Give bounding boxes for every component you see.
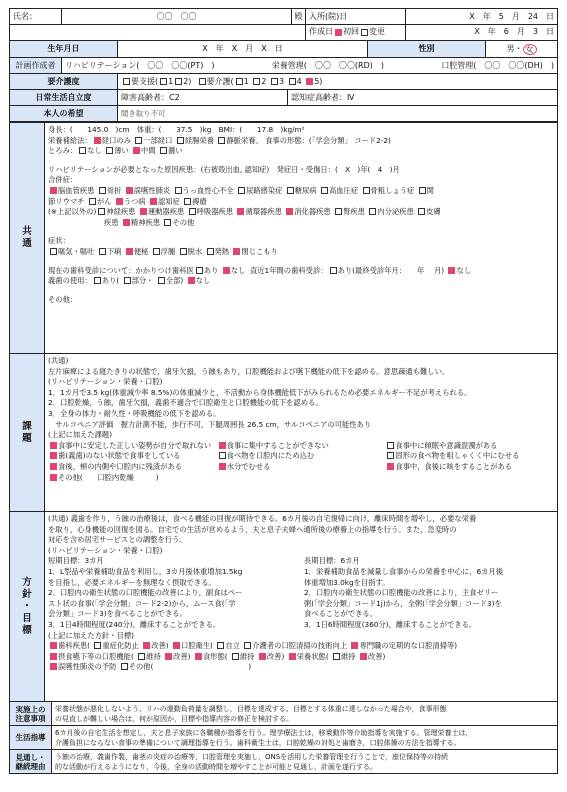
checkbox-label: 固形の食べ物を咀しゃくく中にむせる xyxy=(395,451,520,461)
other-disease-row-2 xyxy=(48,218,554,229)
checkbox[interactable] xyxy=(237,208,244,215)
patient-name: 〇〇 〇〇 xyxy=(62,9,292,24)
checkbox[interactable] xyxy=(335,208,342,215)
support-checkbox[interactable] xyxy=(123,78,130,85)
care-2-checkbox[interactable] xyxy=(253,78,260,85)
policy-extra-row-1 xyxy=(48,641,554,652)
grid-item xyxy=(217,441,386,452)
note-line: 栄養状態が悪化しないよう，リハの運動負荷量を調整し，目標を達成する。目標とする体重に達しなかった場合や，食事形態 xyxy=(55,705,447,713)
policy-extra-row-3 xyxy=(48,662,554,673)
checkbox[interactable] xyxy=(165,653,172,660)
checkbox-label: 維持 xyxy=(239,651,255,661)
checkbox-label: その他 xyxy=(172,217,195,227)
checkbox[interactable] xyxy=(219,463,226,470)
checkbox[interactable] xyxy=(259,653,266,660)
checkbox-label: 便秘 xyxy=(133,246,149,256)
care-level-row xyxy=(9,74,558,90)
checkbox-label: 専門職の定期的な口腔清掃等) xyxy=(359,641,458,651)
note-line: の見直しが難しい場合は，何が原因か，目標や指導内容の修正を検討する。 xyxy=(55,715,293,723)
short-term-label: 短期目標：3カ月 xyxy=(48,556,104,566)
short-term-goal xyxy=(48,556,298,630)
checkbox-label: 食形態( xyxy=(202,651,228,661)
checkbox[interactable] xyxy=(50,463,57,470)
note-line: 介護負担にならない食事の準備について調理指導を行う。歯科衛生士は，口腔乾燥の対処と歯磨き，口腔体操の方法を指導する。 xyxy=(55,739,461,747)
checkbox-label: 節リウマチ xyxy=(48,196,85,206)
text-line: 食べることができる。 xyxy=(304,609,377,619)
notes-block xyxy=(9,702,558,774)
text-line: 粥(「学会分類」コード1j)から，全粥(「学会分類」コード3)を xyxy=(304,598,502,608)
grid-item xyxy=(217,451,386,462)
checkbox-label: 改善) xyxy=(151,641,169,651)
text-line: 1．栄養補助食品を減量し食事からの栄養を中心に，6カ月後 xyxy=(304,566,504,576)
grid-item xyxy=(385,451,554,462)
checkbox-label: 維持 xyxy=(146,651,161,661)
created-date: X 年 6 月 3 日 xyxy=(474,27,554,36)
comorbid-row-1 xyxy=(48,186,554,197)
birth-row xyxy=(9,41,558,58)
checkbox-label: 骨折 xyxy=(106,185,122,195)
checkbox-label: 改善) xyxy=(367,651,386,661)
checkbox[interactable] xyxy=(126,248,133,255)
support-2-checkbox[interactable] xyxy=(175,78,182,85)
checkbox-label: 発熱 xyxy=(214,246,230,256)
long-term-lines xyxy=(304,567,554,631)
checkbox[interactable] xyxy=(351,642,358,649)
checkbox[interactable] xyxy=(89,198,96,205)
text-line: 2．口腔乾燥，う蝕，歯牙欠損，義歯不適合で口腔衛生と口腔機能の低下を認める。 xyxy=(48,398,323,408)
checkbox-label: うつ病 xyxy=(123,196,146,206)
nutrition-method: 栄養補給法： 経口のみ 一部経口 経腸栄養 静脈栄養、 食事の形態：(「学会分類」 コード2-2) xyxy=(48,135,391,145)
checkbox-label: 歯(義歯)のない状態で食事をしている xyxy=(58,451,181,461)
birth-label: 生年月日 xyxy=(10,41,118,57)
note-body xyxy=(52,750,557,773)
first-checkbox[interactable] xyxy=(335,29,342,36)
checkbox-label: 食べ物を口腔内にため込む xyxy=(226,451,315,461)
checkbox-label: 改善) xyxy=(173,651,191,661)
note-row xyxy=(9,750,558,774)
planner-label: 計画作成者 xyxy=(10,58,62,73)
checkbox[interactable] xyxy=(140,208,147,215)
plan-form xyxy=(9,8,558,786)
checkbox-label: 消化器疾患 xyxy=(294,207,331,217)
care-3-checkbox[interactable] xyxy=(271,78,278,85)
checkbox[interactable] xyxy=(419,187,426,194)
checkbox[interactable] xyxy=(387,452,394,459)
birth-date: X 年 X 月 X 日 xyxy=(118,41,368,57)
change-checkbox[interactable] xyxy=(361,29,368,36)
denture-full-checkbox[interactable] xyxy=(158,277,165,284)
text-line: (リハビリテーション・栄養・口腔) xyxy=(48,545,163,555)
checkbox[interactable] xyxy=(164,219,171,226)
name-row xyxy=(9,8,558,25)
checkbox[interactable] xyxy=(50,642,57,649)
denture-yes-checkbox[interactable] xyxy=(94,277,101,284)
admission-label: 入所(院)日 xyxy=(306,9,406,24)
checkbox-label: 疾患 xyxy=(104,217,119,227)
partial-oral-checkbox[interactable] xyxy=(135,137,142,144)
enteral-checkbox[interactable] xyxy=(177,137,184,144)
checkbox[interactable] xyxy=(232,653,239,660)
thickness-row: とろみ： なし 薄い 中間 濃い xyxy=(48,146,183,156)
issues-extra-row-3 xyxy=(48,462,554,473)
checkbox[interactable] xyxy=(360,653,367,660)
text-line: 対応を含め居宅サービスとの調整を行う。 xyxy=(48,535,187,545)
text-line: 3．1日6時間程度(360分)，離床することができる。 xyxy=(304,619,477,629)
denture-row: 義歯の使用： あり( 部分・ 全部) なし xyxy=(48,276,211,286)
note-label: 生活指導 xyxy=(10,726,52,749)
dentist-yes-checkbox[interactable] xyxy=(196,267,203,274)
note-label: 見通し・ 継続理由 xyxy=(10,750,52,773)
long-term-label: 長期目標：6カ月 xyxy=(304,556,360,566)
care-1-checkbox[interactable] xyxy=(236,78,243,85)
text-line: 1．L型品や栄養補助食品を利用し，3カ月後体重増加1.5kg xyxy=(48,566,243,576)
checkbox-label: 神経疾患 xyxy=(106,207,136,217)
checkbox-label: 自立 xyxy=(225,641,240,651)
grid-item xyxy=(385,441,554,452)
checkbox[interactable] xyxy=(195,653,202,660)
text-line: 左片麻痺による寝たきりの状態で，歯牙欠損，う蝕もあり，口腔機能および嚥下機能の低下を認める。意思疎通も難しい。 xyxy=(48,366,450,376)
checkbox[interactable] xyxy=(50,452,57,459)
checkbox-label: その他( 口腔内乾燥 ) xyxy=(58,472,159,482)
checkbox-label: その他( ) xyxy=(128,662,252,672)
grid-item xyxy=(48,462,217,473)
created-label: 作成日 xyxy=(309,27,333,36)
wish-value: 聞き取り不可 xyxy=(121,108,166,118)
issues-extra-label: (上記に加えた課題) xyxy=(48,430,113,440)
checkbox[interactable] xyxy=(99,248,106,255)
thickness-thick-checkbox[interactable] xyxy=(160,147,167,154)
checkbox[interactable] xyxy=(286,208,293,215)
grid-item xyxy=(48,451,217,462)
checkbox-label: 浮腫 xyxy=(160,246,176,256)
issues-section xyxy=(9,354,558,512)
care-level-values: 要支援( 1 2) 要介護( 1 2 3 4 5) xyxy=(118,74,557,89)
cause-disease: リハビリテーションが必要となった原因疾患：(右被殻出血, 認知症) 発症日・受傷日：( X )年( 4 )月 xyxy=(48,164,400,174)
created-row xyxy=(9,24,558,41)
checkbox-label: 精神疾患 xyxy=(130,217,161,227)
wish-row xyxy=(9,106,558,122)
independence-row xyxy=(9,90,558,106)
checkbox[interactable] xyxy=(321,187,328,194)
checkbox-label: 誤嚥性肺炎 xyxy=(133,185,171,195)
checkbox[interactable] xyxy=(150,198,157,205)
recent-yes-checkbox[interactable] xyxy=(330,267,337,274)
checkbox[interactable] xyxy=(238,187,245,194)
common-body xyxy=(45,123,557,353)
text-line: を目指し，必要エネルギーを無理なく摂取できる。 xyxy=(48,577,216,587)
care-4-checkbox[interactable] xyxy=(289,78,296,85)
recent-no-checkbox[interactable] xyxy=(448,267,455,274)
body-measure: 身長：( 145.0 )cm 体重：( 37.5 )kg BMI：( 17.8 )kg/m² xyxy=(48,125,305,134)
female-circle: 女 xyxy=(523,44,537,55)
thickness-mid-checkbox[interactable] xyxy=(133,147,140,154)
checkbox-label: 糖尿病 xyxy=(294,185,317,195)
checkbox[interactable] xyxy=(387,463,394,470)
text-line: 2．口腔内の衛生状態の口腔機能の改善により，主食ゼリー xyxy=(304,588,499,598)
support-1-checkbox[interactable] xyxy=(160,78,167,85)
long-term-goal xyxy=(298,556,554,630)
checkbox-label: うっ血性心不全 xyxy=(182,185,234,195)
note-body xyxy=(52,702,557,725)
checkbox[interactable] xyxy=(333,653,340,660)
text-line: (共通) 義歯を作り，う蝕の治療後は，食べる機能の回復が期待できる。6カ月後の自宅復帰に向け，離床時間を増やし，必要な栄養 xyxy=(48,514,477,523)
dementia-level: 認知症高齢者：Ⅳ xyxy=(291,92,355,102)
checkbox-label: 重症化防止 xyxy=(102,641,139,651)
checkbox-label: 下痢 xyxy=(106,246,122,256)
checkbox[interactable] xyxy=(98,208,105,215)
checkbox-label: 閉じこもり xyxy=(241,246,278,256)
issues-body xyxy=(45,354,557,511)
checkbox-label: 内分泌疾患 xyxy=(377,207,414,217)
checkbox[interactable] xyxy=(175,187,182,194)
checkbox[interactable] xyxy=(189,208,196,215)
checkbox-label: 嘔気・嘔吐 xyxy=(58,246,95,256)
text-line: サルコペニア評価 握力計測不能，歩行不可，下腿周囲長 26.5 cm，サルコペニアの可能性あり xyxy=(48,419,372,429)
common-side-label: 共 通 xyxy=(10,123,45,353)
checkbox-label: 口腔衛生( xyxy=(180,641,214,651)
checkbox-label: 水分でむせる xyxy=(226,461,271,471)
checkbox[interactable] xyxy=(369,208,376,215)
checkbox-label: 高血圧症 xyxy=(328,185,359,195)
gender-label: 性別 xyxy=(368,41,486,57)
text-line: 1．1カ月で3.5 kg(体重減少率 8.5%)の体重減少と，不活動から身体機能低下がみられるため必要エネルギー不足が考えられる。 xyxy=(48,387,472,397)
care-level-label: 要介護度 xyxy=(10,74,118,89)
issues-side-label: 課 題 xyxy=(10,354,45,511)
oral-only-checkbox[interactable] xyxy=(94,137,101,144)
checkbox-label: がん xyxy=(96,196,112,206)
checkbox[interactable] xyxy=(138,653,145,660)
checkbox-label: 骨粗しょう症 xyxy=(370,185,415,195)
checkbox[interactable] xyxy=(363,187,370,194)
checkbox-label: 脱水 xyxy=(187,246,203,256)
checkbox[interactable] xyxy=(219,442,226,449)
note-row xyxy=(9,702,558,726)
checkbox-label: 誤嚥性肺炎の予防 xyxy=(58,662,117,672)
dental-row: 現在の歯科受診について：かかりつけ歯科医 あり なし 直近1年間の歯科受診： あり(最終受診年月： 年 月) なし xyxy=(48,265,472,275)
comorbid-row-2 xyxy=(48,197,554,208)
checkbox[interactable] xyxy=(99,187,106,194)
care-5-checkbox[interactable] xyxy=(306,78,313,85)
checkbox-label: 呼吸器疾患 xyxy=(196,207,234,217)
checkbox-label: 食事に集中することができない xyxy=(226,440,329,450)
checkbox[interactable] xyxy=(50,663,57,670)
symptom-row xyxy=(48,247,554,258)
checkbox[interactable] xyxy=(121,663,128,670)
dentist-no-checkbox[interactable] xyxy=(223,267,230,274)
checkbox-label: 歯科疾患( xyxy=(58,641,91,651)
policy-body xyxy=(45,512,557,701)
care-checkbox[interactable] xyxy=(199,78,206,85)
disability-level: 障害高齢者：C2 xyxy=(118,90,288,105)
admission-date: X 年 5 月 24 日 xyxy=(469,11,554,21)
policy-section xyxy=(9,512,558,702)
issues-extra-row-2 xyxy=(48,451,554,462)
checkbox-label: 運動器疾患 xyxy=(147,207,185,217)
thickness-none-checkbox[interactable] xyxy=(79,147,86,154)
checkbox[interactable] xyxy=(287,187,294,194)
policy-lines xyxy=(48,514,554,556)
text-line: 2．口腔内の衛生状態の口腔機能の改善により，副食はペー xyxy=(48,588,243,598)
issues-extra-row-1 xyxy=(48,441,554,452)
checkbox-label: 褥瘡 xyxy=(192,196,207,206)
checkbox-label: 摂食嚥下等の口腔機能( xyxy=(58,651,134,661)
checkbox[interactable] xyxy=(217,642,224,649)
note-label: 実施上の 注意事項 xyxy=(10,702,52,725)
text-line: スト状の食事(「学会分類」コード2-2)から，ムース食(「学 xyxy=(48,598,236,608)
grid-item xyxy=(385,462,554,473)
planner-values: リハビリテーション( 〇〇 〇〇(PT) ) 栄養管理( 〇〇 〇〇(RD) ) 口腔管理( 〇〇 〇〇(DH) ) xyxy=(65,60,554,70)
gender-value: 男 ・ 女 xyxy=(486,41,557,57)
checkbox[interactable] xyxy=(233,248,240,255)
note-row xyxy=(9,726,558,750)
honorific: 殿 xyxy=(292,9,306,24)
planner-row xyxy=(9,58,558,74)
text-line: 体重増加3.0kgを目指す。 xyxy=(304,577,390,587)
created-label-cell: 作成日 初回 変更 xyxy=(306,24,406,40)
note-body xyxy=(52,726,557,749)
checkbox-label: 皮膚 xyxy=(426,207,441,217)
text-line: (共通) xyxy=(48,356,69,365)
checkbox[interactable] xyxy=(289,653,296,660)
checkbox-label: 食事中に安定した正しい姿勢が自分で取れない xyxy=(58,440,212,450)
thickness-thin-checkbox[interactable] xyxy=(106,147,113,154)
checkbox[interactable] xyxy=(387,442,394,449)
text-line: (リハビリテーション・栄養・口腔) xyxy=(48,377,163,387)
checkbox[interactable] xyxy=(50,187,57,194)
checkbox[interactable] xyxy=(123,219,130,226)
checkbox[interactable] xyxy=(143,642,150,649)
wish-label: 本人の希望 xyxy=(10,106,118,121)
checkbox-label: 栄養状態( xyxy=(296,651,329,661)
independence-label: 日常生活自立度 xyxy=(10,90,118,105)
checkbox-label: 認知症 xyxy=(157,196,180,206)
checkbox-label: 食事中に傾眠や意識混濁がある xyxy=(395,440,498,450)
checkbox[interactable] xyxy=(207,248,214,255)
denture-no-checkbox[interactable] xyxy=(188,277,195,284)
short-term-lines xyxy=(48,567,298,631)
checkbox[interactable] xyxy=(173,642,180,649)
checkbox-label: 介護者の口腔清掃の技術向上 xyxy=(252,641,348,651)
text-line: 3．1日4時間程度(240分)，離床することができる。 xyxy=(48,619,221,629)
iv-checkbox[interactable] xyxy=(218,137,225,144)
note-line: う蝕の治療，義歯作製，歯茎の炎症の治療等，口腔管理を実施し，ONSを活用した栄養管理を行うことで，座位保持等の持続 xyxy=(55,753,449,761)
checkbox[interactable] xyxy=(50,474,57,481)
checkbox-label: 改善) xyxy=(266,651,285,661)
other-note: その他： xyxy=(48,294,78,304)
checkbox[interactable] xyxy=(184,198,191,205)
checkbox[interactable] xyxy=(153,248,160,255)
common-section xyxy=(9,122,558,354)
goals xyxy=(48,556,554,630)
other-disease-row-1: (※上記以外の) 神経疾患 運動器疾患 呼吸器疾患 循環器疾患 消化器疾患 腎疾患 内分泌疾患 皮膚 xyxy=(48,207,441,217)
checkbox-label: 維持 xyxy=(341,651,356,661)
issues-extra-row-4 xyxy=(48,473,554,484)
note-line: 的な活動が行えるようになり，今後，全身の活動時間を増やすことが可能と見通し，計画を遂行する。 xyxy=(55,763,377,771)
checkbox[interactable] xyxy=(50,248,57,255)
grid-item xyxy=(48,473,217,484)
spacer xyxy=(10,24,306,40)
checkbox[interactable] xyxy=(126,187,133,194)
policy-extra-row-2 xyxy=(48,652,554,663)
text-line: 会分類」コード3)を食べることができる。 xyxy=(48,609,187,619)
text-line: を取り，心身機能の回復を図る。自宅での生活が営めるよう，夫と息子夫婦へ通所後の療養上の指導を行う。また，急変時の xyxy=(48,524,457,534)
checkbox-label: 尿路感染症 xyxy=(245,185,283,195)
checkbox-label: 脳血管疾患 xyxy=(58,185,95,195)
checkbox[interactable] xyxy=(50,442,57,449)
checkbox-label: 食後，頬の内側や口腔内に残渣がある xyxy=(58,461,183,471)
denture-part-checkbox[interactable] xyxy=(124,277,131,284)
issues-lines xyxy=(48,356,554,430)
note-line: 6カ月後の自宅生活を想定し，夫と息子家族に各職種が指導を行う。理学療法士は，移乗動作等介助指導を実施する。管理栄養士は， xyxy=(55,729,473,737)
symptom-label: 症状： xyxy=(48,236,70,246)
checkbox[interactable] xyxy=(418,208,425,215)
checkbox[interactable] xyxy=(116,198,123,205)
checkbox-label: 腎疾患 xyxy=(343,207,365,217)
checkbox-label: 食事中，食後に咳をすることがある xyxy=(395,461,513,471)
name-label: 氏名： xyxy=(10,9,62,24)
comorbid-label: 合併症： xyxy=(48,175,78,185)
grid-item xyxy=(48,441,217,452)
checkbox[interactable] xyxy=(50,653,57,660)
checkbox[interactable] xyxy=(180,248,187,255)
policy-side-label: 方 針 ・ 目 標 xyxy=(10,512,45,701)
text-line: 3．全身の体力・耐久性・呼吸機能の低下を認める。 xyxy=(48,408,221,418)
checkbox-label: 循環器疾患 xyxy=(245,207,282,217)
checkbox[interactable] xyxy=(244,642,251,649)
checkbox[interactable] xyxy=(94,642,101,649)
grid-item xyxy=(217,462,386,473)
checkbox-label: 関 xyxy=(426,185,434,195)
checkbox[interactable] xyxy=(219,452,226,459)
policy-extra-label: (上記に加えた方針・目標) xyxy=(48,630,134,640)
